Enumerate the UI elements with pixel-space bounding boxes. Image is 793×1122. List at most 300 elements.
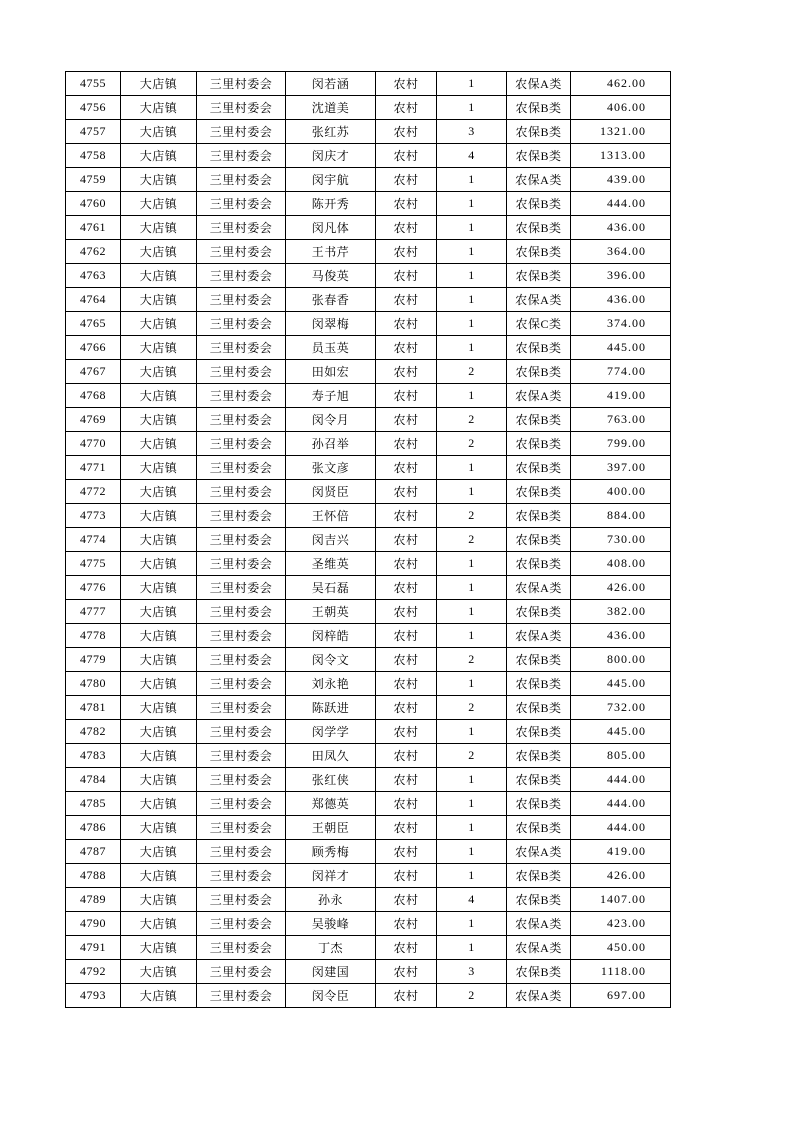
- roster-table: [65, 71, 671, 1008]
- cell-village: 三里村委会: [197, 984, 286, 1008]
- cell-village: 三里村委会: [197, 648, 286, 672]
- cell-name: 闵令月: [286, 408, 376, 432]
- cell-category: 农保B类: [507, 120, 571, 144]
- cell-count: 1: [437, 168, 507, 192]
- cell-amount: 382.00: [571, 600, 671, 624]
- cell-count: 1: [437, 384, 507, 408]
- cell-town: 大店镇: [121, 408, 197, 432]
- cell-village: 三里村委会: [197, 840, 286, 864]
- cell-town: 大店镇: [121, 936, 197, 960]
- cell-count: 2: [437, 696, 507, 720]
- cell-name: 孙召举: [286, 432, 376, 456]
- cell-count: 3: [437, 120, 507, 144]
- cell-category: 农保B类: [507, 696, 571, 720]
- cell-id: 4779: [66, 648, 121, 672]
- cell-category: 农保B类: [507, 96, 571, 120]
- cell-village: 三里村委会: [197, 96, 286, 120]
- cell-id: 4770: [66, 432, 121, 456]
- cell-town: 大店镇: [121, 240, 197, 264]
- cell-amount: 763.00: [571, 408, 671, 432]
- table-row: [66, 168, 671, 192]
- cell-type: 农村: [376, 96, 437, 120]
- cell-count: 1: [437, 216, 507, 240]
- table-row: [66, 552, 671, 576]
- cell-town: 大店镇: [121, 864, 197, 888]
- cell-count: 2: [437, 504, 507, 528]
- cell-town: 大店镇: [121, 480, 197, 504]
- cell-type: 农村: [376, 768, 437, 792]
- cell-name: 刘永艳: [286, 672, 376, 696]
- table-row: [66, 336, 671, 360]
- cell-type: 农村: [376, 696, 437, 720]
- cell-village: 三里村委会: [197, 672, 286, 696]
- cell-village: 三里村委会: [197, 168, 286, 192]
- cell-town: 大店镇: [121, 72, 197, 96]
- cell-town: 大店镇: [121, 840, 197, 864]
- cell-category: 农保B类: [507, 504, 571, 528]
- table-row: [66, 816, 671, 840]
- cell-name: 马俊英: [286, 264, 376, 288]
- cell-amount: 444.00: [571, 816, 671, 840]
- cell-category: 农保B类: [507, 552, 571, 576]
- cell-amount: 419.00: [571, 840, 671, 864]
- cell-category: 农保B类: [507, 960, 571, 984]
- cell-name: 吴石磊: [286, 576, 376, 600]
- cell-id: 4792: [66, 960, 121, 984]
- table-row: [66, 456, 671, 480]
- cell-name: 王书芹: [286, 240, 376, 264]
- cell-type: 农村: [376, 576, 437, 600]
- cell-village: 三里村委会: [197, 696, 286, 720]
- cell-type: 农村: [376, 600, 437, 624]
- cell-town: 大店镇: [121, 816, 197, 840]
- cell-village: 三里村委会: [197, 72, 286, 96]
- table-row: [66, 360, 671, 384]
- cell-name: 闵吉兴: [286, 528, 376, 552]
- cell-id: 4759: [66, 168, 121, 192]
- cell-town: 大店镇: [121, 888, 197, 912]
- cell-village: 三里村委会: [197, 240, 286, 264]
- cell-id: 4793: [66, 984, 121, 1008]
- cell-name: 田如宏: [286, 360, 376, 384]
- cell-count: 1: [437, 288, 507, 312]
- cell-category: 农保B类: [507, 768, 571, 792]
- cell-name: 王朝英: [286, 600, 376, 624]
- cell-category: 农保B类: [507, 432, 571, 456]
- cell-village: 三里村委会: [197, 432, 286, 456]
- cell-count: 1: [437, 936, 507, 960]
- cell-id: 4788: [66, 864, 121, 888]
- cell-amount: 450.00: [571, 936, 671, 960]
- cell-type: 农村: [376, 912, 437, 936]
- cell-category: 农保B类: [507, 600, 571, 624]
- cell-name: 闵贤臣: [286, 480, 376, 504]
- cell-village: 三里村委会: [197, 768, 286, 792]
- table-row: [66, 384, 671, 408]
- cell-category: 农保A类: [507, 384, 571, 408]
- cell-village: 三里村委会: [197, 624, 286, 648]
- table-row: [66, 576, 671, 600]
- table-row: [66, 744, 671, 768]
- cell-id: 4783: [66, 744, 121, 768]
- cell-village: 三里村委会: [197, 192, 286, 216]
- table-row: [66, 216, 671, 240]
- cell-village: 三里村委会: [197, 336, 286, 360]
- table-row: [66, 984, 671, 1008]
- cell-type: 农村: [376, 456, 437, 480]
- cell-id: 4763: [66, 264, 121, 288]
- cell-type: 农村: [376, 168, 437, 192]
- cell-count: 2: [437, 648, 507, 672]
- cell-type: 农村: [376, 984, 437, 1008]
- cell-name: 闵令文: [286, 648, 376, 672]
- cell-village: 三里村委会: [197, 288, 286, 312]
- cell-id: 4778: [66, 624, 121, 648]
- cell-town: 大店镇: [121, 912, 197, 936]
- cell-id: 4769: [66, 408, 121, 432]
- cell-amount: 1118.00: [571, 960, 671, 984]
- cell-type: 农村: [376, 216, 437, 240]
- cell-count: 1: [437, 672, 507, 696]
- cell-village: 三里村委会: [197, 576, 286, 600]
- cell-town: 大店镇: [121, 432, 197, 456]
- cell-name: 员玉英: [286, 336, 376, 360]
- table-row: [66, 528, 671, 552]
- table-row: [66, 288, 671, 312]
- cell-count: 1: [437, 456, 507, 480]
- cell-category: 农保B类: [507, 216, 571, 240]
- cell-name: 顾秀梅: [286, 840, 376, 864]
- cell-count: 2: [437, 408, 507, 432]
- cell-town: 大店镇: [121, 552, 197, 576]
- cell-name: 闵宇航: [286, 168, 376, 192]
- cell-town: 大店镇: [121, 168, 197, 192]
- cell-id: 4785: [66, 792, 121, 816]
- cell-count: 1: [437, 480, 507, 504]
- cell-category: 农保C类: [507, 312, 571, 336]
- cell-category: 农保B类: [507, 816, 571, 840]
- cell-town: 大店镇: [121, 360, 197, 384]
- cell-amount: 697.00: [571, 984, 671, 1008]
- table-row: [66, 504, 671, 528]
- cell-type: 农村: [376, 408, 437, 432]
- cell-town: 大店镇: [121, 744, 197, 768]
- cell-category: 农保B类: [507, 864, 571, 888]
- cell-village: 三里村委会: [197, 384, 286, 408]
- cell-category: 农保B类: [507, 720, 571, 744]
- cell-count: 1: [437, 720, 507, 744]
- cell-category: 农保A类: [507, 840, 571, 864]
- cell-category: 农保B类: [507, 360, 571, 384]
- cell-type: 农村: [376, 480, 437, 504]
- cell-amount: 1313.00: [571, 144, 671, 168]
- cell-village: 三里村委会: [197, 408, 286, 432]
- cell-category: 农保B类: [507, 336, 571, 360]
- cell-name: 陈跃进: [286, 696, 376, 720]
- cell-amount: 426.00: [571, 576, 671, 600]
- cell-town: 大店镇: [121, 792, 197, 816]
- cell-count: 1: [437, 240, 507, 264]
- cell-town: 大店镇: [121, 528, 197, 552]
- cell-category: 农保B类: [507, 792, 571, 816]
- cell-amount: 1407.00: [571, 888, 671, 912]
- cell-id: 4776: [66, 576, 121, 600]
- cell-amount: 444.00: [571, 768, 671, 792]
- cell-amount: 462.00: [571, 72, 671, 96]
- cell-name: 寿子旭: [286, 384, 376, 408]
- cell-type: 农村: [376, 648, 437, 672]
- cell-amount: 444.00: [571, 792, 671, 816]
- cell-count: 2: [437, 432, 507, 456]
- cell-count: 1: [437, 600, 507, 624]
- cell-count: 1: [437, 792, 507, 816]
- cell-village: 三里村委会: [197, 600, 286, 624]
- cell-id: 4756: [66, 96, 121, 120]
- cell-type: 农村: [376, 840, 437, 864]
- table-row: [66, 432, 671, 456]
- cell-id: 4772: [66, 480, 121, 504]
- cell-category: 农保A类: [507, 72, 571, 96]
- cell-id: 4781: [66, 696, 121, 720]
- cell-town: 大店镇: [121, 120, 197, 144]
- cell-id: 4757: [66, 120, 121, 144]
- cell-amount: 730.00: [571, 528, 671, 552]
- cell-id: 4780: [66, 672, 121, 696]
- cell-category: 农保A类: [507, 576, 571, 600]
- cell-name: 吴骏峰: [286, 912, 376, 936]
- cell-type: 农村: [376, 960, 437, 984]
- cell-village: 三里村委会: [197, 960, 286, 984]
- cell-village: 三里村委会: [197, 912, 286, 936]
- cell-town: 大店镇: [121, 576, 197, 600]
- cell-village: 三里村委会: [197, 144, 286, 168]
- cell-town: 大店镇: [121, 144, 197, 168]
- cell-type: 农村: [376, 552, 437, 576]
- cell-count: 1: [437, 264, 507, 288]
- table-row: [66, 120, 671, 144]
- cell-count: 2: [437, 984, 507, 1008]
- table-row: [66, 912, 671, 936]
- table-row: [66, 696, 671, 720]
- cell-town: 大店镇: [121, 312, 197, 336]
- cell-type: 农村: [376, 504, 437, 528]
- cell-id: 4755: [66, 72, 121, 96]
- cell-name: 张春香: [286, 288, 376, 312]
- cell-name: 闵翠梅: [286, 312, 376, 336]
- cell-type: 农村: [376, 144, 437, 168]
- cell-name: 孙永: [286, 888, 376, 912]
- cell-count: 1: [437, 864, 507, 888]
- cell-name: 张文彦: [286, 456, 376, 480]
- cell-village: 三里村委会: [197, 816, 286, 840]
- cell-name: 闵学学: [286, 720, 376, 744]
- cell-name: 闵凡体: [286, 216, 376, 240]
- cell-town: 大店镇: [121, 504, 197, 528]
- table-row: [66, 648, 671, 672]
- cell-id: 4767: [66, 360, 121, 384]
- table-row: [66, 864, 671, 888]
- cell-town: 大店镇: [121, 288, 197, 312]
- table-row: [66, 720, 671, 744]
- cell-village: 三里村委会: [197, 792, 286, 816]
- table-row: [66, 624, 671, 648]
- cell-amount: 397.00: [571, 456, 671, 480]
- cell-amount: 805.00: [571, 744, 671, 768]
- cell-count: 1: [437, 336, 507, 360]
- cell-name: 丁杰: [286, 936, 376, 960]
- cell-name: 王怀倍: [286, 504, 376, 528]
- table-row: [66, 72, 671, 96]
- cell-count: 1: [437, 552, 507, 576]
- cell-amount: 439.00: [571, 168, 671, 192]
- cell-count: 1: [437, 624, 507, 648]
- cell-name: 田凤久: [286, 744, 376, 768]
- cell-id: 4774: [66, 528, 121, 552]
- cell-town: 大店镇: [121, 384, 197, 408]
- table-row: [66, 144, 671, 168]
- cell-id: 4764: [66, 288, 121, 312]
- cell-category: 农保A类: [507, 912, 571, 936]
- cell-village: 三里村委会: [197, 264, 286, 288]
- cell-village: 三里村委会: [197, 888, 286, 912]
- cell-name: 闵庆才: [286, 144, 376, 168]
- cell-village: 三里村委会: [197, 456, 286, 480]
- cell-id: 4777: [66, 600, 121, 624]
- cell-type: 农村: [376, 888, 437, 912]
- cell-name: 闵若涵: [286, 72, 376, 96]
- table-row: [66, 408, 671, 432]
- cell-town: 大店镇: [121, 264, 197, 288]
- cell-id: 4789: [66, 888, 121, 912]
- cell-amount: 774.00: [571, 360, 671, 384]
- cell-type: 农村: [376, 336, 437, 360]
- cell-type: 农村: [376, 192, 437, 216]
- table-row: [66, 264, 671, 288]
- cell-id: 4773: [66, 504, 121, 528]
- cell-name: 张红苏: [286, 120, 376, 144]
- cell-count: 1: [437, 96, 507, 120]
- cell-category: 农保A类: [507, 288, 571, 312]
- cell-count: 2: [437, 360, 507, 384]
- cell-count: 4: [437, 144, 507, 168]
- cell-id: 4791: [66, 936, 121, 960]
- cell-count: 1: [437, 840, 507, 864]
- cell-name: 陈开秀: [286, 192, 376, 216]
- cell-category: 农保B类: [507, 528, 571, 552]
- cell-type: 农村: [376, 864, 437, 888]
- cell-amount: 419.00: [571, 384, 671, 408]
- cell-amount: 374.00: [571, 312, 671, 336]
- cell-category: 农保B类: [507, 888, 571, 912]
- cell-village: 三里村委会: [197, 936, 286, 960]
- cell-count: 1: [437, 72, 507, 96]
- cell-town: 大店镇: [121, 96, 197, 120]
- cell-town: 大店镇: [121, 336, 197, 360]
- cell-town: 大店镇: [121, 720, 197, 744]
- cell-town: 大店镇: [121, 624, 197, 648]
- cell-village: 三里村委会: [197, 504, 286, 528]
- cell-id: 4784: [66, 768, 121, 792]
- table-row: [66, 312, 671, 336]
- cell-amount: 732.00: [571, 696, 671, 720]
- cell-type: 农村: [376, 264, 437, 288]
- cell-village: 三里村委会: [197, 120, 286, 144]
- cell-amount: 436.00: [571, 216, 671, 240]
- cell-town: 大店镇: [121, 984, 197, 1008]
- cell-name: 闵梓皓: [286, 624, 376, 648]
- cell-town: 大店镇: [121, 672, 197, 696]
- cell-amount: 884.00: [571, 504, 671, 528]
- table-row: [66, 672, 671, 696]
- cell-id: 4787: [66, 840, 121, 864]
- cell-amount: 445.00: [571, 672, 671, 696]
- cell-town: 大店镇: [121, 456, 197, 480]
- table-row: [66, 240, 671, 264]
- cell-count: 1: [437, 576, 507, 600]
- cell-id: 4761: [66, 216, 121, 240]
- cell-type: 农村: [376, 744, 437, 768]
- table-row: [66, 840, 671, 864]
- cell-category: 农保B类: [507, 456, 571, 480]
- cell-amount: 436.00: [571, 288, 671, 312]
- cell-town: 大店镇: [121, 648, 197, 672]
- cell-amount: 799.00: [571, 432, 671, 456]
- cell-type: 农村: [376, 432, 437, 456]
- cell-type: 农村: [376, 624, 437, 648]
- cell-town: 大店镇: [121, 768, 197, 792]
- cell-amount: 408.00: [571, 552, 671, 576]
- cell-village: 三里村委会: [197, 864, 286, 888]
- cell-id: 4768: [66, 384, 121, 408]
- cell-village: 三里村委会: [197, 480, 286, 504]
- cell-category: 农保B类: [507, 144, 571, 168]
- cell-count: 1: [437, 912, 507, 936]
- cell-amount: 1321.00: [571, 120, 671, 144]
- cell-type: 农村: [376, 384, 437, 408]
- table-row: [66, 96, 671, 120]
- cell-type: 农村: [376, 792, 437, 816]
- table-row: [66, 480, 671, 504]
- cell-amount: 445.00: [571, 336, 671, 360]
- cell-id: 4766: [66, 336, 121, 360]
- cell-id: 4771: [66, 456, 121, 480]
- cell-amount: 426.00: [571, 864, 671, 888]
- cell-name: 沈道美: [286, 96, 376, 120]
- cell-category: 农保A类: [507, 168, 571, 192]
- cell-category: 农保B类: [507, 480, 571, 504]
- table-row: [66, 792, 671, 816]
- cell-category: 农保A类: [507, 936, 571, 960]
- cell-type: 农村: [376, 816, 437, 840]
- cell-village: 三里村委会: [197, 216, 286, 240]
- cell-amount: 436.00: [571, 624, 671, 648]
- cell-village: 三里村委会: [197, 552, 286, 576]
- cell-type: 农村: [376, 240, 437, 264]
- cell-count: 4: [437, 888, 507, 912]
- cell-town: 大店镇: [121, 192, 197, 216]
- cell-count: 1: [437, 312, 507, 336]
- cell-type: 农村: [376, 672, 437, 696]
- cell-amount: 400.00: [571, 480, 671, 504]
- cell-type: 农村: [376, 360, 437, 384]
- cell-count: 2: [437, 744, 507, 768]
- cell-name: 张红侠: [286, 768, 376, 792]
- cell-count: 3: [437, 960, 507, 984]
- cell-category: 农保A类: [507, 984, 571, 1008]
- cell-amount: 423.00: [571, 912, 671, 936]
- cell-town: 大店镇: [121, 600, 197, 624]
- table-row: [66, 768, 671, 792]
